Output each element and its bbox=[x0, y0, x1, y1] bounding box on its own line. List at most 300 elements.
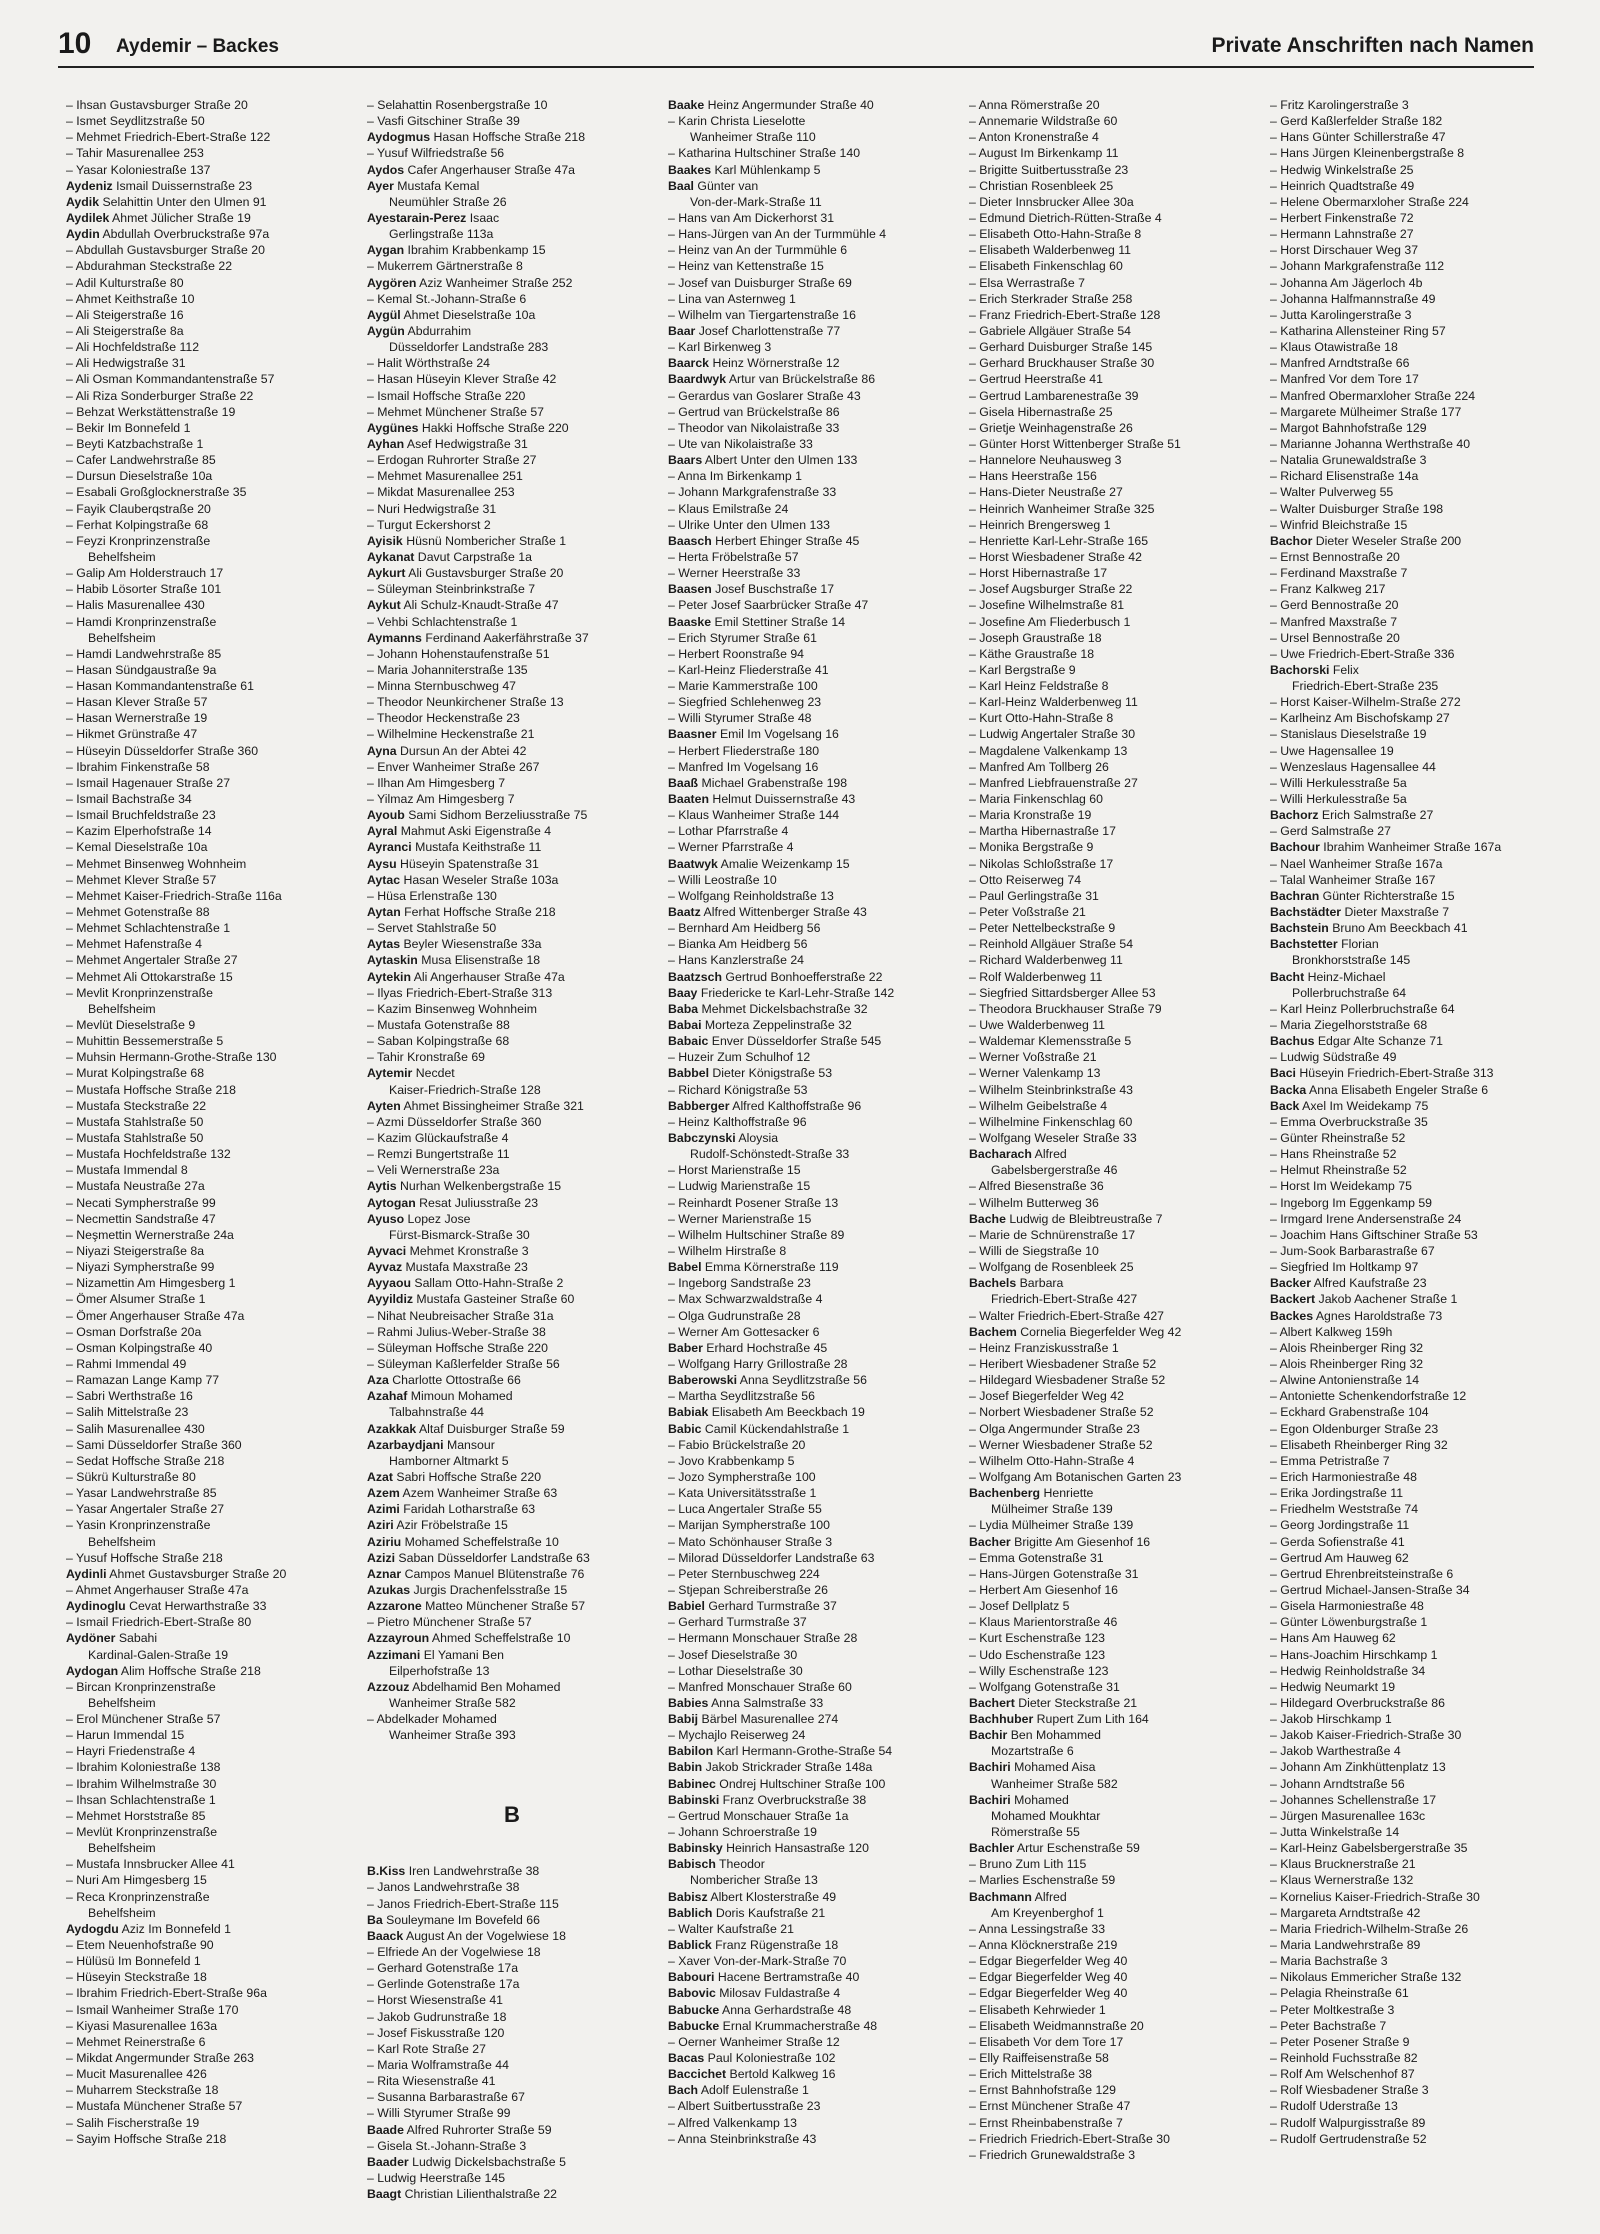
directory-entry: – Reinhold Allgäuer Straße 54 bbox=[969, 937, 1134, 952]
directory-entry: Azimi Faridah Lotharstraße 63 bbox=[367, 1502, 536, 1517]
surname: Baber bbox=[668, 1340, 703, 1355]
directory-entry: – Heinz van An der Turmmühle 6 bbox=[668, 243, 848, 258]
directory-entry: Aygören Aziz Wanheimer Straße 252 bbox=[367, 275, 573, 290]
directory-entry: – Nuri Am Himgesberg 15 bbox=[66, 1873, 207, 1888]
directory-entry: – Uwe Friedrich-Ebert-Straße 336 bbox=[1270, 646, 1455, 661]
directory-entry: – Klaus Otawistraße 18 bbox=[1270, 340, 1398, 355]
directory-entry: – Ferdinand Maxstraße 7 bbox=[1270, 566, 1408, 581]
directory-entry: – Mustafa Neustraße 27a bbox=[66, 1179, 205, 1194]
directory-entry: – Willi Styrumer Straße 99 bbox=[367, 2106, 511, 2121]
directory-entry: Babucke Anna Gerhardstraße 48 bbox=[668, 2002, 852, 2017]
surname: Bablick bbox=[668, 1938, 712, 1953]
directory-entry: – Enver Wanheimer Straße 267 bbox=[367, 759, 540, 774]
directory-entry: – Susanna Barbarastraße 67 bbox=[367, 2090, 525, 2105]
directory-entry: Baack August An der Vogelwiese 18 bbox=[367, 1928, 566, 1943]
directory-entry: Backes Agnes Haroldstraße 73 bbox=[1270, 1308, 1443, 1323]
surname: Babouri bbox=[668, 1970, 715, 1985]
directory-entry: – August Im Birkenkamp 11 bbox=[969, 146, 1119, 161]
directory-entry: – Johann Hohenstaufenstraße 51 bbox=[367, 646, 550, 661]
directory-entry: – Hans van Am Dickerhorst 31 bbox=[668, 210, 835, 225]
surname: Babaic bbox=[668, 1034, 709, 1049]
directory-entry: – Peter Bachstraße 7 bbox=[1270, 2018, 1387, 2033]
directory-entry: – Elisabeth Vor dem Tore 17 bbox=[969, 2034, 1124, 2049]
directory-entry: – Hildegard Overbruckstraße 86 bbox=[1270, 1695, 1445, 1710]
directory-entry: – Maria Finkenschlag 60 bbox=[969, 792, 1103, 807]
directory-entry: Baatwyk Amalie Weizenkamp 15 bbox=[668, 856, 850, 871]
directory-entry: – Wilhelm van Tiergartenstraße 16 bbox=[668, 307, 856, 322]
surname: Baaske bbox=[668, 614, 712, 629]
directory-entry: – Elly Raiffeisenstraße 58 bbox=[969, 2051, 1109, 2066]
directory-entry: – Yasar Koloniestraße 137 bbox=[66, 162, 211, 177]
directory-entry: – Brigitte Suitbertusstraße 23 bbox=[969, 162, 1129, 177]
directory-entry: – Klaus Marientorstraße 46 bbox=[969, 1615, 1118, 1630]
directory-entry: – Pelagia Rheinstraße 61 bbox=[1270, 1986, 1409, 2001]
directory-entry: – Peter Voßstraße 21 bbox=[969, 905, 1086, 920]
page-number: 10 bbox=[58, 27, 92, 60]
directory-entry: – Ute van Nikolaistraße 33 bbox=[668, 436, 813, 451]
directory-entry: – Gisela St.-Johann-Straße 3 bbox=[367, 2138, 527, 2153]
directory-entry: Bronkhorststraße 145 bbox=[1292, 953, 1411, 968]
directory-entry: – Heribert Wiesbadener Straße 52 bbox=[969, 1356, 1157, 1371]
surname: Aydöner bbox=[66, 1631, 116, 1646]
directory-entry: – Olga Gudrunstraße 28 bbox=[668, 1308, 801, 1323]
directory-entry: Babisch Theodor bbox=[668, 1857, 765, 1872]
surname: Bachiri bbox=[969, 1792, 1011, 1807]
directory-entry: Baberowski Anna Seydlitzstraße 56 bbox=[668, 1373, 867, 1388]
directory-entry: Behelfsheim bbox=[88, 1841, 156, 1856]
directory-entry: – Richard Königstraße 53 bbox=[668, 1082, 808, 1097]
directory-entry: Fürst-Bismarck-Straße 30 bbox=[389, 1227, 530, 1242]
directory-entry: – Nikolaus Emmericher Straße 132 bbox=[1270, 1970, 1462, 1985]
directory-entry: – Günter Horst Wittenberger Straße 51 bbox=[969, 436, 1181, 451]
directory-entry: – Niyazi Sympherstraße 99 bbox=[66, 1260, 215, 1275]
directory-entry: – Feyzi Kronprinzenstraße bbox=[66, 533, 211, 548]
surname: Baakes bbox=[668, 162, 712, 177]
directory-entry: – Stanislaus Dieselstraße 19 bbox=[1270, 727, 1427, 742]
directory-entry: Aznar Campos Manuel Blütenstraße 76 bbox=[367, 1566, 585, 1581]
directory-entry: – Halit Wörthstraße 24 bbox=[367, 356, 491, 371]
directory-entry: Bacas Paul Koloniestraße 102 bbox=[668, 2051, 836, 2066]
directory-entry: – Wolfgang Reinholdstraße 13 bbox=[668, 888, 834, 903]
directory-entry: – Manfred Am Tollberg 26 bbox=[969, 759, 1109, 774]
directory-entry: Neumühler Straße 26 bbox=[389, 194, 507, 209]
directory-entry: Aytas Beyler Wiesenstraße 33a bbox=[367, 937, 542, 952]
directory-entry: Talbahnstraße 44 bbox=[389, 1405, 485, 1420]
directory-entry: – Ulrike Unter den Ulmen 133 bbox=[668, 517, 830, 532]
directory-entry: Bachorz Erich Salmstraße 27 bbox=[1270, 808, 1434, 823]
directory-entry: Baay Friedericke te Karl-Lehr-Straße 142 bbox=[668, 985, 895, 1000]
directory-entry: Ayna Dursun An der Abtei 42 bbox=[367, 743, 527, 758]
surname: Aydin bbox=[66, 227, 100, 242]
directory-entry: Baars Albert Unter den Ulmen 133 bbox=[668, 453, 858, 468]
directory-entry: Bachorski Felix bbox=[1270, 662, 1359, 677]
directory-entry: – Servet Stahlstraße 50 bbox=[367, 921, 497, 936]
directory-entry: – Werner Heerstraße 33 bbox=[668, 566, 801, 581]
directory-entry: – Manfred Obermarxloher Straße 224 bbox=[1270, 388, 1476, 403]
directory-entry: – Ismail Hoffsche Straße 220 bbox=[367, 388, 526, 403]
directory-entry: – Kemal Dieselstraße 10a bbox=[66, 840, 208, 855]
directory-entry: Wanheimer Straße 110 bbox=[690, 130, 816, 145]
directory-entry: – Katharina Allensteiner Ring 57 bbox=[1270, 323, 1446, 338]
directory-entry: – Hayri Friedenstraße 4 bbox=[66, 1744, 196, 1759]
directory-entry: – Wilhelmine Heckenstraße 21 bbox=[367, 727, 535, 742]
directory-entry: – Johanna Halfmannstraße 49 bbox=[1270, 291, 1436, 306]
directory-entry: – Xaver Von-der-Mark-Straße 70 bbox=[668, 1954, 847, 1969]
directory-entry: – Lothar Dieselstraße 30 bbox=[668, 1663, 803, 1678]
directory-entry: Ba Souleymane Im Bovefeld 66 bbox=[367, 1912, 540, 1927]
directory-entry: – Süleyman Steinbrinkstraße 7 bbox=[367, 582, 536, 597]
directory-entry: – Karl Birkenweg 3 bbox=[668, 340, 772, 355]
directory-entry: – Johann Markgrafenstraße 112 bbox=[1270, 259, 1445, 274]
directory-entry: – Margot Bahnhofstraße 129 bbox=[1270, 420, 1427, 435]
directory-entry: – Heinrich Wanheimer Straße 325 bbox=[969, 501, 1155, 516]
directory-entry: – Franz Kalkweg 217 bbox=[1270, 582, 1386, 597]
surname: Aymanns bbox=[367, 630, 422, 645]
directory-entry: – Waldemar Klemensstraße 5 bbox=[969, 1034, 1132, 1049]
directory-entry: – Mevlüt Dieselstraße 9 bbox=[66, 1018, 196, 1033]
directory-entry: – Karl-Heinz Fliederstraße 41 bbox=[668, 662, 829, 677]
surname: Baarck bbox=[668, 356, 710, 371]
directory-entry: Pollerbruchstraße 64 bbox=[1292, 985, 1407, 1000]
directory-entry: Bachhuber Rupert Zum Lith 164 bbox=[969, 1712, 1149, 1727]
directory-entry: – Hermann Lahnstraße 27 bbox=[1270, 227, 1414, 242]
directory-entry: Baci Hüseyin Friedrich-Ebert-Straße 313 bbox=[1270, 1066, 1494, 1081]
surname: Bachour bbox=[1270, 840, 1320, 855]
directory-entry: Kaiser-Friedrich-Straße 128 bbox=[389, 1082, 541, 1097]
directory-entry: Babaic Enver Düsseldorfer Straße 545 bbox=[668, 1034, 882, 1049]
directory-entry: – Anna Klöcknerstraße 219 bbox=[969, 1938, 1118, 1953]
surname: Ayoub bbox=[367, 808, 405, 823]
directory-entry: – Ingeborg Sandstraße 23 bbox=[668, 1276, 811, 1291]
surname: Bachhuber bbox=[969, 1712, 1034, 1727]
surname: Aytas bbox=[367, 937, 401, 952]
directory-entry: – Cafer Landwehrstraße 85 bbox=[66, 453, 216, 468]
surname: Aykanat bbox=[367, 549, 415, 564]
directory-entry: Baade Alfred Ruhrorter Straße 59 bbox=[367, 2122, 552, 2137]
directory-entry: Ayer Mustafa Kemal bbox=[367, 178, 480, 193]
directory-entry: – Ibrahim Friedrich-Ebert-Straße 96a bbox=[66, 1986, 267, 2001]
directory-entry: Ayisik Hüsnü Nombericher Straße 1 bbox=[367, 533, 567, 548]
directory-entry: – Mehmet Horststraße 85 bbox=[66, 1808, 206, 1823]
directory-entry: Kardinal-Galen-Straße 19 bbox=[88, 1647, 229, 1662]
directory-entry: – Talal Wanheimer Straße 167 bbox=[1270, 872, 1436, 887]
directory-entry: Mohamed Moukhtar bbox=[991, 1808, 1101, 1823]
directory-entry: Friedrich-Ebert-Straße 235 bbox=[1292, 679, 1439, 694]
directory-entry: – Hasan Klever Straße 57 bbox=[66, 695, 208, 710]
directory-entry: – Gerd Salmstraße 27 bbox=[1270, 824, 1391, 839]
directory-entry: – Kiyasi Masurenallee 163a bbox=[66, 2018, 218, 2033]
surname: Baatwyk bbox=[668, 856, 718, 871]
directory-entry: Babel Emma Körnerstraße 119 bbox=[668, 1260, 839, 1275]
directory-entry: – Gerd Kaßlerfelder Straße 182 bbox=[1270, 114, 1443, 129]
surname: Bachir bbox=[969, 1728, 1008, 1743]
directory-entry: Babic Camil Kückendahlstraße 1 bbox=[668, 1421, 850, 1436]
directory-entry: – Friedhelm Weststraße 74 bbox=[1270, 1502, 1419, 1517]
spacer bbox=[367, 1767, 657, 1791]
directory-entry: – Milorad Düsseldorfer Landstraße 63 bbox=[668, 1550, 875, 1565]
directory-entry: – Helmut Rheinstraße 52 bbox=[1270, 1163, 1407, 1178]
directory-column-4 bbox=[969, 97, 1259, 2163]
surname: Bachran bbox=[1270, 888, 1320, 903]
directory-entry: – Mehmet Angertaler Straße 27 bbox=[66, 953, 238, 968]
surname: Azahaf bbox=[367, 1389, 408, 1404]
surname: Baccichet bbox=[668, 2067, 727, 2082]
directory-entry: – Theodor van Nikolaistraße 33 bbox=[668, 420, 840, 435]
directory-entry: – Heinz van Kettenstraße 15 bbox=[668, 259, 824, 274]
directory-entry: Aydogdu Aziz Im Bonnefeld 1 bbox=[66, 1921, 231, 1936]
directory-entry: – Ismail Wanheimer Straße 170 bbox=[66, 2002, 239, 2017]
directory-entry: – Fritz Karolingerstraße 3 bbox=[1270, 98, 1409, 112]
directory-entry: – Ibrahim Koloniestraße 138 bbox=[66, 1760, 221, 1775]
directory-entry: Baba Mehmet Dickelsbachstraße 32 bbox=[668, 1001, 868, 1016]
surname: Azzarone bbox=[367, 1599, 422, 1614]
directory-entry: – Mehmet Ali Ottokarstraße 15 bbox=[66, 969, 233, 984]
surname: Baberowski bbox=[668, 1373, 738, 1388]
surname: Ayvaci bbox=[367, 1243, 407, 1258]
directory-entry: Behelfsheim bbox=[88, 630, 156, 645]
directory-entry: – Peter Sternbuschweg 224 bbox=[668, 1566, 820, 1581]
directory-entry: – Theodor Heckenstraße 23 bbox=[367, 711, 520, 726]
directory-entry: Bachels Barbara bbox=[969, 1276, 1064, 1291]
surname: Bachstein bbox=[1270, 921, 1329, 936]
directory-entry: Aydik Selahittin Unter den Ulmen 91 bbox=[66, 194, 267, 209]
surname: Baasner bbox=[668, 727, 717, 742]
directory-entry: – Norbert Wiesbadener Straße 52 bbox=[969, 1405, 1154, 1420]
directory-entry: – Josefine Am Fliederbusch 1 bbox=[969, 614, 1131, 629]
directory-entry: – Maria Bachstraße 3 bbox=[1270, 1954, 1388, 1969]
directory-entry: Aymanns Ferdinand Aakerfährstraße 37 bbox=[367, 630, 589, 645]
directory-entry: – Ernst Münchener Straße 47 bbox=[969, 2099, 1131, 2114]
directory-entry: – Mehmet Hafenstraße 4 bbox=[66, 937, 203, 952]
directory-entry: – Janos Friedrich-Ebert-Straße 115 bbox=[367, 1896, 559, 1911]
surname: Ayranci bbox=[367, 840, 412, 855]
directory-entry: – Ali Riza Sonderburger Straße 22 bbox=[66, 388, 254, 403]
directory-entry: Baake Heinz Angermunder Straße 40 bbox=[668, 98, 874, 112]
section-title: Private Anschriften nach Namen bbox=[1211, 34, 1534, 57]
directory-entry: – Max Schwarzwaldstraße 4 bbox=[668, 1292, 823, 1307]
directory-entry: Bachir Ben Mohammed bbox=[969, 1728, 1101, 1743]
section-letter: B bbox=[504, 1802, 520, 1828]
directory-entry: Babczynski Aloysia bbox=[668, 1131, 779, 1145]
directory-entry: – Jovo Krabbenkamp 5 bbox=[668, 1453, 795, 1468]
directory-entry: – Mychajlo Reiserweg 24 bbox=[668, 1728, 806, 1743]
directory-entry: Ayyildiz Mustafa Gasteiner Straße 60 bbox=[367, 1292, 575, 1307]
surname: Babij bbox=[668, 1712, 699, 1727]
directory-entry: – Jutta Winkelstraße 14 bbox=[1270, 1825, 1400, 1840]
surname: Backes bbox=[1270, 1308, 1314, 1323]
surname: Ayna bbox=[367, 743, 397, 758]
directory-entry: Bacht Heinz-Michael bbox=[1270, 969, 1386, 984]
directory-entry: – Elsa Werrastraße 7 bbox=[969, 275, 1085, 290]
directory-entry: Babberger Alfred Kalthoffstraße 96 bbox=[668, 1098, 862, 1113]
directory-entry: Aytekin Ali Angerhauser Straße 47a bbox=[367, 969, 565, 984]
directory-entry: – Martha Hibernastraße 17 bbox=[969, 824, 1116, 839]
directory-entry: – Stjepan Schreiberstraße 26 bbox=[668, 1582, 828, 1597]
directory-entry: Aytaskin Musa Elisenstraße 18 bbox=[367, 953, 541, 968]
surname: Babbel bbox=[668, 1066, 709, 1081]
directory-entry: Ayten Ahmet Bissingheimer Straße 321 bbox=[367, 1098, 584, 1113]
directory-entry: – Hans Am Hauweg 62 bbox=[1270, 1631, 1396, 1646]
directory-entry: – Josef Fiskusstraße 120 bbox=[367, 2025, 505, 2040]
directory-entry: – Remzi Bungertstraße 11 bbox=[367, 1147, 510, 1162]
surname: Aziri bbox=[367, 1518, 394, 1533]
directory-entry: Aydinli Ahmet Gustavsburger Straße 20 bbox=[66, 1566, 287, 1581]
surname: Ayhan bbox=[367, 436, 405, 451]
directory-entry: – Rahmi Julius-Weber-Straße 38 bbox=[367, 1324, 546, 1339]
directory-entry: Bachstetter Florian bbox=[1270, 937, 1379, 952]
directory-entry: Behelfsheim bbox=[88, 1534, 156, 1549]
directory-entry: – Marijan Sympherstraße 100 bbox=[668, 1518, 830, 1533]
directory-entry: – Wenzeslaus Hagensallee 44 bbox=[1270, 759, 1436, 774]
directory-entry: Baagt Christian Lilienthalstraße 22 bbox=[367, 2187, 558, 2202]
surname: Aytekin bbox=[367, 969, 411, 984]
directory-entry: Backer Alfred Kaufstraße 23 bbox=[1270, 1276, 1427, 1291]
directory-entry: – Albert Suitbertusstraße 23 bbox=[668, 2099, 821, 2114]
surname: Baardwyk bbox=[668, 372, 727, 387]
surname: Ayyaou bbox=[367, 1276, 411, 1291]
directory-entry: Aydilek Ahmet Jülicher Straße 19 bbox=[66, 210, 251, 225]
directory-entry: – Harun Immendal 15 bbox=[66, 1728, 185, 1743]
directory-entry: – Klaus Brucknerstraße 21 bbox=[1270, 1857, 1416, 1872]
directory-entry: – Wilhelm Butterweg 36 bbox=[969, 1195, 1099, 1210]
directory-entry: – Sayim Hoffsche Straße 218 bbox=[66, 2131, 227, 2146]
directory-entry: – Emma Petristraße 7 bbox=[1270, 1453, 1390, 1468]
surname: Aydos bbox=[367, 162, 405, 177]
directory-entry: – Karl Rote Straße 27 bbox=[367, 2041, 486, 2056]
directory-entry: – Gertrud Monschauer Straße 1a bbox=[668, 1808, 849, 1823]
directory-entry: – Dursun Dieselstraße 10a bbox=[66, 469, 213, 484]
directory-entry: – Halis Masurenallee 430 bbox=[66, 598, 205, 613]
directory-entry: – Kazim Elperhofstraße 14 bbox=[66, 824, 212, 839]
directory-entry: – Azmi Düsseldorfer Straße 360 bbox=[367, 1114, 542, 1129]
directory-entry: – Oerner Wanheimer Straße 12 bbox=[668, 2034, 840, 2049]
directory-entry: – Josefine Wilhelmstraße 81 bbox=[969, 598, 1125, 613]
directory-entry: – Bircan Kronprinzenstraße bbox=[66, 1679, 216, 1694]
directory-entry: – Magdalene Valkenkamp 13 bbox=[969, 743, 1128, 758]
directory-entry: – Werner Valenkamp 13 bbox=[969, 1066, 1101, 1081]
surname: Ayestarain-Perez bbox=[367, 210, 467, 225]
directory-entry: – Elfriede An der Vogelwiese 18 bbox=[367, 1945, 541, 1960]
directory-entry: – Kornelius Kaiser-Friedrich-Straße 30 bbox=[1270, 1889, 1480, 1904]
directory-entry: Aygünes Hakki Hoffsche Straße 220 bbox=[367, 420, 569, 435]
directory-entry: – Gerd Bennostraße 20 bbox=[1270, 598, 1399, 613]
directory-entry: Baader Ludwig Dickelsbachstraße 5 bbox=[367, 2154, 566, 2169]
surname: Bablich bbox=[668, 1905, 713, 1920]
directory-entry: – Mehmet Kaiser-Friedrich-Straße 116a bbox=[66, 888, 282, 903]
directory-entry: – Wolfgang Weseler Straße 33 bbox=[969, 1131, 1137, 1145]
directory-entry: – Lydia Mülheimer Straße 139 bbox=[969, 1518, 1134, 1533]
directory-entry: – Maria Wolframstraße 44 bbox=[367, 2058, 509, 2073]
directory-entry: – Wilhelm Geibelstraße 4 bbox=[969, 1098, 1108, 1113]
directory-entry: – Ömer Alsumer Straße 1 bbox=[66, 1292, 206, 1307]
directory-entry: – Erika Jordingstraße 11 bbox=[1270, 1486, 1404, 1501]
directory-entry: Wanheimer Straße 582 bbox=[389, 1695, 516, 1710]
surname: Azzayroun bbox=[367, 1631, 430, 1646]
directory-entry: – Galip Am Holderstrauch 17 bbox=[66, 566, 224, 581]
directory-entry: – Uwe Walderbenweg 11 bbox=[969, 1018, 1106, 1033]
directory-entry: – Manfred Im Vogelsang 16 bbox=[668, 759, 819, 774]
directory-entry: – Dieter Innsbrucker Allee 30a bbox=[969, 194, 1134, 209]
directory-entry: – Egon Oldenburger Straße 23 bbox=[1270, 1421, 1439, 1436]
surname: Bachstetter bbox=[1270, 937, 1338, 952]
directory-entry: – Wilhelm Hirstraße 8 bbox=[668, 1243, 787, 1258]
directory-entry: – Gerhard Turmstraße 37 bbox=[668, 1615, 807, 1630]
surname: Bacharach bbox=[969, 1147, 1032, 1162]
directory-entry: – Gerlinde Gotenstraße 17a bbox=[367, 1977, 520, 1992]
directory-entry: Baakes Karl Mühlenkamp 5 bbox=[668, 162, 821, 177]
directory-entry: – Ingeborg Im Eggenkamp 59 bbox=[1270, 1195, 1433, 1210]
directory-entry: – Anna Lessingstraße 33 bbox=[969, 1921, 1106, 1936]
directory-entry: – Niyazi Steigerstraße 8a bbox=[66, 1243, 205, 1258]
directory-entry: – Selahattin Rosenbergstraße 10 bbox=[367, 98, 548, 112]
directory-entry: – Horst Wiesenstraße 41 bbox=[367, 1993, 503, 2008]
directory-entry: Aytogan Resat Juliusstraße 23 bbox=[367, 1195, 539, 1210]
directory-entry: Backa Anna Elisabeth Engeler Straße 6 bbox=[1270, 1082, 1489, 1097]
directory-entry: – Reca Kronprinzenstraße bbox=[66, 1889, 210, 1904]
directory-entry: Ayranci Mustafa Keithstraße 11 bbox=[367, 840, 542, 855]
directory-entry: Römerstraße 55 bbox=[991, 1825, 1080, 1840]
surname: Babinski bbox=[668, 1792, 720, 1807]
directory-entry: Aygan Ibrahim Krabbenkamp 15 bbox=[367, 243, 546, 258]
directory-entry: Ayvaz Mustafa Maxstraße 23 bbox=[367, 1260, 528, 1275]
directory-entry: – Mucit Masurenallee 426 bbox=[66, 2067, 207, 2082]
directory-entry: – Alois Rheinberger Ring 32 bbox=[1270, 1340, 1424, 1355]
directory-entry: – Elisabeth Rheinberger Ring 32 bbox=[1270, 1437, 1448, 1452]
directory-entry: Gerlingstraße 113a bbox=[389, 227, 494, 242]
surname: Aza bbox=[367, 1373, 389, 1388]
directory-entry: – Ömer Angerhauser Straße 47a bbox=[66, 1308, 245, 1323]
directory-entry: – Karin Christa Lieselotte bbox=[668, 114, 806, 129]
directory-entry: – Jutta Karolingerstraße 3 bbox=[1270, 307, 1412, 322]
directory-entry: Aykanat Davut Carpstraße 1a bbox=[367, 549, 532, 564]
directory-entry: – Ihsan Gustavsburger Straße 20 bbox=[66, 98, 248, 112]
directory-entry: – Walter Friedrich-Ebert-Straße 427 bbox=[969, 1308, 1164, 1323]
directory-entry: – Rolf Am Welschenhof 87 bbox=[1270, 2067, 1415, 2082]
surname: Bachert bbox=[969, 1695, 1015, 1710]
directory-entry: Azarbaydjani Mansour bbox=[367, 1437, 495, 1452]
directory-entry: – Saban Kolpingstraße 68 bbox=[367, 1034, 510, 1049]
directory-entry: Ayvaci Mehmet Kronstraße 3 bbox=[367, 1243, 529, 1258]
directory-entry: Baaß Michael Grabenstraße 198 bbox=[668, 775, 848, 790]
directory-entry: – Willi Styrumer Straße 48 bbox=[668, 711, 812, 726]
directory-entry: Mozartstraße 6 bbox=[991, 1744, 1074, 1759]
directory-entry: Aykut Ali Schulz-Knaudt-Straße 47 bbox=[367, 598, 559, 613]
directory-entry: – Ramazan Lange Kamp 77 bbox=[66, 1373, 220, 1388]
directory-entry: Von-der-Mark-Straße 11 bbox=[690, 194, 822, 209]
directory-entry: – Margarete Mülheimer Straße 177 bbox=[1270, 404, 1462, 419]
directory-entry: – Antoniette Schenkendorfstraße 12 bbox=[1270, 1389, 1467, 1404]
directory-entry: – Winfrid Bleichstraße 15 bbox=[1270, 517, 1408, 532]
directory-entry: – Erich Styrumer Straße 61 bbox=[668, 630, 817, 645]
surname: Aydik bbox=[66, 194, 100, 209]
directory-entry: – Mehmet Binsenweg Wohnheim bbox=[66, 856, 247, 871]
directory-entry: – Werner Voßstraße 21 bbox=[969, 1050, 1097, 1065]
directory-entry: – Ihsan Schlachtenstraße 1 bbox=[66, 1792, 216, 1807]
directory-entry: – Jakob Kaiser-Friedrich-Straße 30 bbox=[1270, 1728, 1462, 1743]
directory-entry: – Hildegard Wiesbadener Straße 52 bbox=[969, 1373, 1166, 1388]
directory-entry: – Etem Neuenhofstraße 90 bbox=[66, 1938, 214, 1953]
directory-entry: – Ilyas Friedrich-Ebert-Straße 313 bbox=[367, 985, 553, 1000]
surname: Babiak bbox=[668, 1405, 709, 1420]
directory-entry: – Wilhelm Otto-Hahn-Straße 4 bbox=[969, 1453, 1135, 1468]
surname: Bacher bbox=[969, 1534, 1011, 1549]
directory-entry: – Kurt Otto-Hahn-Straße 8 bbox=[969, 711, 1114, 726]
surname: Aysu bbox=[367, 856, 397, 871]
directory-entry: Aza Charlotte Ottostraße 66 bbox=[367, 1373, 521, 1388]
directory-entry: Bachor Dieter Weseler Straße 200 bbox=[1270, 533, 1462, 548]
directory-column-2 bbox=[367, 97, 657, 2202]
directory-entry: – Josef Augsburger Straße 22 bbox=[969, 582, 1133, 597]
